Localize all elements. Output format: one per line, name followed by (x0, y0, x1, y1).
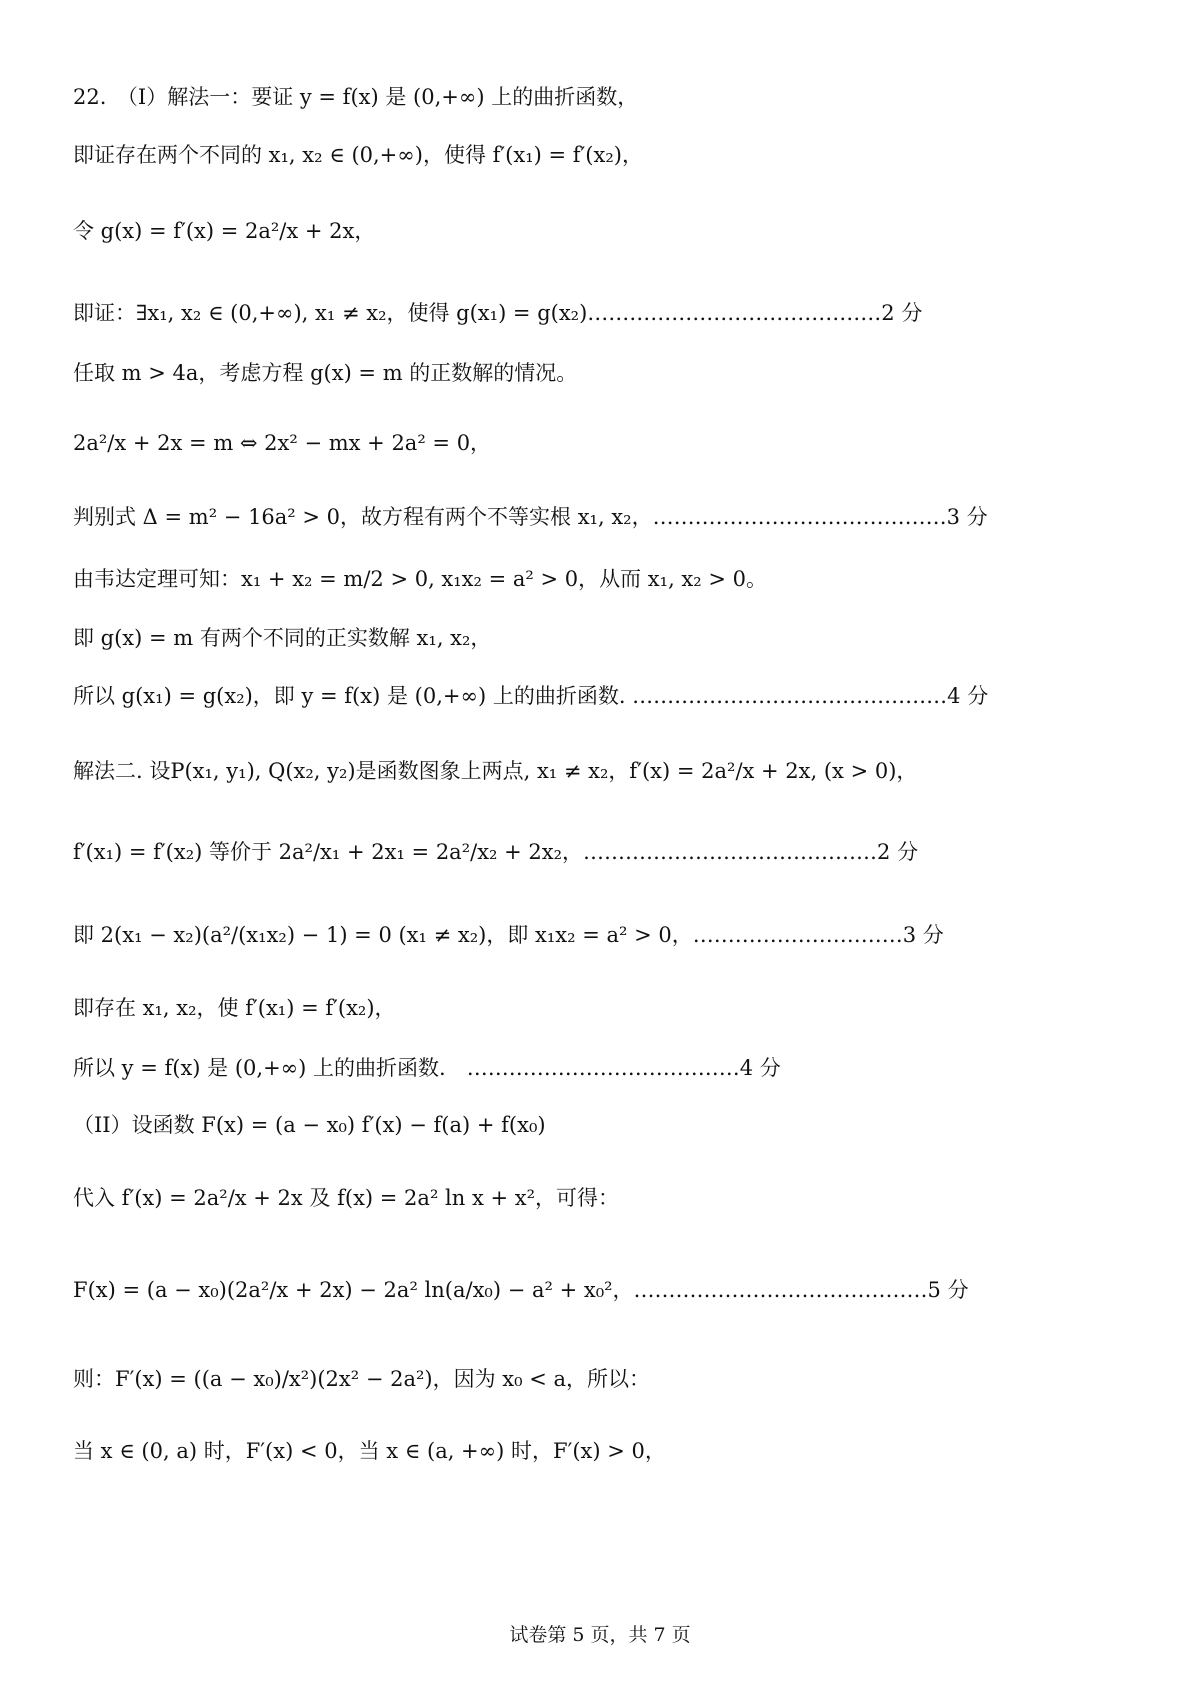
page-footer: 试卷第 5 页，共 7 页 (509, 1624, 691, 1646)
line-6: 2a²/x + 2x = m ⇔ 2x² − mx + 2a² = 0， (73, 431, 492, 455)
line-16: （II）设函数 F(x) = (a − x₀) f′(x) − f(a) + f(x₀) (73, 1113, 546, 1137)
line-17: 代入 f′(x) = 2a²/x + 2x 及 f(x) = 2a² ln x + x²，可得： (73, 1186, 619, 1210)
line-15: 所以 y = f(x) 是 (0,+∞) 上的曲折函数. …………………………………4 分 (73, 1056, 781, 1080)
line-8: 由韦达定理可知：x₁ + x₂ = m/2 > 0, x₁x₂ = a² > 0，从而 x₁, x₂ > 0。 (73, 567, 767, 591)
line-2: 即证存在两个不同的 x₁, x₂ ∈ (0,+∞)，使得 f′(x₁) = f′(x₂)， (73, 143, 643, 167)
line-9: 即 g(x) = m 有两个不同的正实数解 x₁, x₂， (73, 626, 492, 650)
line-11: 解法二. 设P(x₁, y₁), Q(x₂, y₂)是函数图象上两点, x₁ ≠ x₂，f′(x) = 2a²/x + 2x, (x > 0)， (73, 759, 918, 783)
line-5: 任取 m > 4a，考虑方程 g(x) = m 的正数解的情况。 (73, 361, 578, 385)
line-7: 判别式 Δ = m² − 16a² > 0，故方程有两个不等实根 x₁, x₂，……………………………………3 分 (73, 505, 988, 529)
line-10: 所以 g(x₁) = g(x₂)，即 y = f(x) 是 (0,+∞) 上的曲折函数. ………………………………………4 分 (73, 684, 989, 708)
line-12: f′(x₁) = f′(x₂) 等价于 2a²/x₁ + 2x₁ = 2a²/x₂ + 2x₂，……………………………………2 分 (73, 840, 919, 864)
line-19: 则：F′(x) = ((a − x₀)/x²)(2x² − 2a²)，因为 x₀ < a，所以： (73, 1367, 651, 1391)
line-3: 令 g(x) = f′(x) = 2a²/x + 2x， (73, 219, 376, 243)
line-20: 当 x ∈ (0, a) 时，F′(x) < 0，当 x ∈ (a, +∞) 时，F′(x) > 0， (73, 1439, 666, 1463)
line-13: 即 2(x₁ − x₂)(a²/(x₁x₂) − 1) = 0 (x₁ ≠ x₂)，即 x₁x₂ = a² > 0，…………………………3 分 (73, 923, 944, 947)
line-14: 即存在 x₁, x₂，使 f′(x₁) = f′(x₂)， (73, 996, 396, 1020)
line-4: 即证：∃x₁, x₂ ∈ (0,+∞), x₁ ≠ x₂，使得 g(x₁) = g(x₂)……………………………………2 分 (73, 301, 923, 325)
line-18: F(x) = (a − x₀)(2a²/x + 2x) − 2a² ln(a/x₀) − a² + x₀²，……………………………………5 分 (73, 1278, 969, 1302)
line-1: 22. （I）解法一：要证 y = f(x) 是 (0,+∞) 上的曲折函数， (73, 85, 639, 109)
